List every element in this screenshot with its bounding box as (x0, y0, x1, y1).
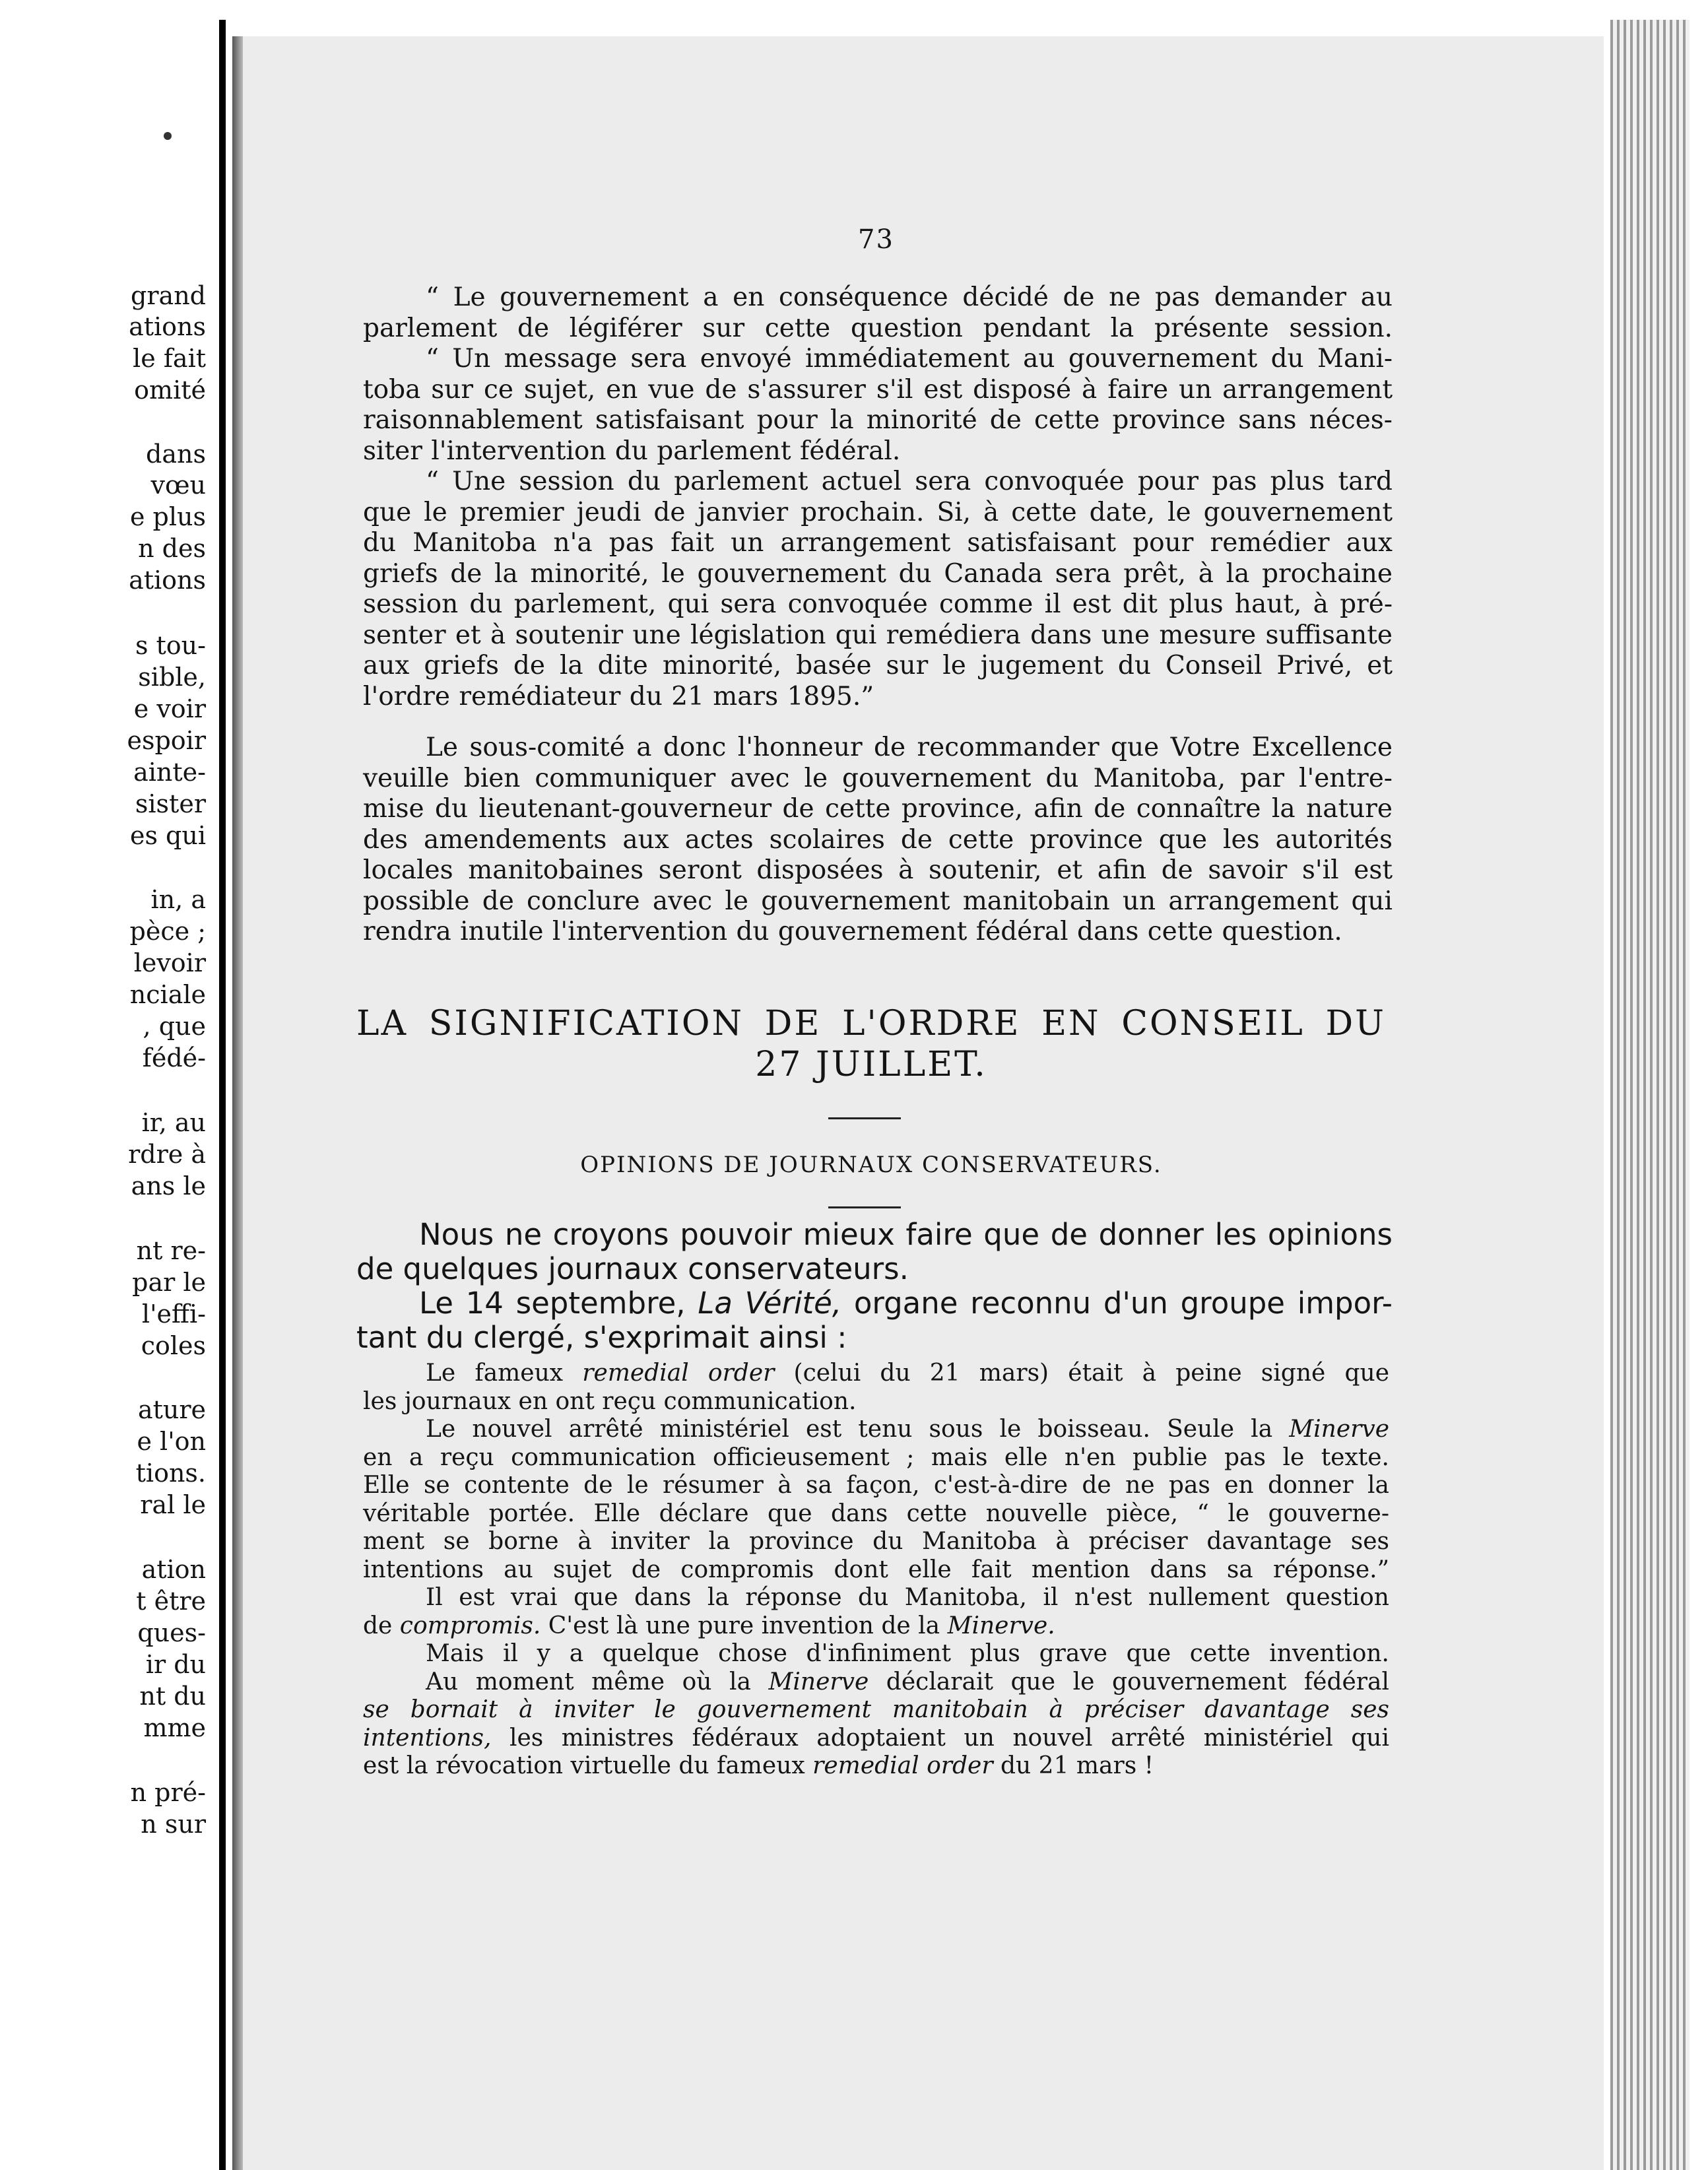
text-line: intentions au sujet de compromis dont elle fait mention dans sa réponse.” (363, 1556, 1389, 1583)
left-page-text-fragment: s tou- (135, 631, 206, 660)
text-line: rendra inutile l'intervention du gouvernement fédéral dans cette question. (363, 917, 1342, 946)
left-page-text-fragment: tions. (135, 1459, 206, 1488)
left-page-text-fragment: , que (143, 1012, 206, 1041)
text-line: aux griefs de la dite minorité, basée sur le jugement du Conseil Privé, et (363, 651, 1393, 680)
left-page-text-fragment: ir du (145, 1650, 206, 1679)
left-page-text-fragment: vœu (150, 471, 206, 500)
divider-rule (828, 1206, 901, 1208)
text-line: “ Une session du parlement actuel sera convoquée pour pas plus tard (426, 467, 1393, 496)
text-line: ment se borne à inviter la province du Manitoba à préciser davantage ses (363, 1528, 1389, 1555)
left-page-text-fragment: n des (138, 534, 206, 563)
text-line: mise du lieutenant-gouverneur de cette province, afin de connaître la nature (363, 794, 1393, 824)
left-page-text-fragment: coles (141, 1331, 206, 1360)
left-page-text-fragment: ature (137, 1395, 206, 1424)
text-line: senter et à soutenir une législation qui remédiera dans une mesure suffisante (363, 620, 1393, 650)
text-line: parlement de légiférer sur cette question pendant la présente session. (363, 313, 1393, 343)
text-line: session du parlement, qui sera convoquée comme il est dit plus haut, à pré- (363, 589, 1393, 619)
left-page-text-fragment: sible, (138, 663, 206, 692)
left-page-text-fragment: nciale (129, 980, 206, 1009)
left-page-text-fragment: levoir (133, 948, 206, 977)
page-edge-stack (1610, 20, 1690, 2170)
left-page-text-fragment: l'effi- (141, 1299, 206, 1329)
section-heading (356, 1003, 1386, 1085)
text-line: en a reçu communication officieusement ; mais elle n'en publie pas le texte. (363, 1443, 1389, 1471)
text-line: possible de conclure avec le gouvernement manitobain un arrangement qui (363, 886, 1393, 916)
text-line: “ Le gouvernement a en conséquence décidé de ne pas demander au (426, 282, 1393, 312)
text-line: est la révocation virtuelle du fameux remedial order du 21 mars ! (363, 1752, 1154, 1779)
left-page-text-fragment: pèce ; (129, 917, 206, 946)
text-line: veuille bien communiquer avec le gouvernement du Manitoba, par l'entre- (363, 763, 1393, 793)
left-page-text-fragment: espoir (127, 726, 206, 755)
left-page-text-fragment: nt re- (136, 1236, 206, 1265)
left-page-text-fragment: fédé- (142, 1043, 206, 1072)
sub-heading: OPINIONS DE JOURNAUX CONSERVATEURS. (580, 1152, 1162, 1178)
text-line: que le premier jeudi de janvier prochain. Si, à cette date, le gouvernement (363, 497, 1393, 527)
left-page-text-fragment: n sur (141, 1810, 206, 1839)
text-line: siter l'intervention du parlement fédéral. (363, 436, 901, 466)
text-line: Au moment même où la Minerve déclarait que le gouvernement fédéral (426, 1668, 1389, 1695)
recommendation-paragraph (363, 733, 1393, 948)
left-page-text-fragment: es qui (129, 821, 206, 850)
left-page-text-fragment: par le (132, 1268, 206, 1297)
left-facing-page (0, 0, 218, 2170)
page-number: 73 (858, 224, 894, 255)
text-line: Mais il y a quelque chose d'infiniment plus grave que cette invention. (426, 1640, 1389, 1667)
ink-spot (164, 132, 172, 140)
heading-line: 27 JUILLET. (755, 1045, 987, 1084)
left-page-text-fragment: omité (134, 376, 206, 405)
text-line: l'ordre remédiateur du 21 mars 1895.” (363, 681, 874, 711)
divider-rule (828, 1117, 901, 1119)
text-line: tant du clergé, s'exprimait ainsi : (356, 1320, 847, 1355)
left-page-text-fragment: ations (129, 566, 206, 595)
text-line: raisonnablement satisfaisant pour la minorité de cette province sans néces- (363, 405, 1393, 435)
text-line: Le nouvel arrêté ministériel est tenu sous le boisseau. Seule la Minerve (426, 1416, 1389, 1443)
left-page-text-fragment: sister (135, 789, 206, 818)
left-page-text-fragment: t être (136, 1587, 206, 1616)
text-line: véritable portée. Elle déclare que dans cette nouvelle pièce, “ le gouverne- (363, 1499, 1389, 1527)
text-line: de quelques journaux conservateurs. (356, 1251, 909, 1286)
text-line: Elle se contente de le résumer à sa façon, c'est-à-dire de ne pas en donner la (363, 1472, 1389, 1499)
text-line: des amendements aux actes scolaires de cette province que les autorités (363, 824, 1393, 855)
text-line: les journaux en ont reçu communication. (363, 1387, 857, 1415)
left-page-text-fragment: e plus (129, 502, 206, 531)
text-line: de compromis. C'est là une pure invention de la Minerve. (363, 1612, 1055, 1639)
left-page-text-fragment: mme (143, 1713, 206, 1742)
left-page-text-fragment: rdre à (128, 1140, 206, 1169)
left-page-text-fragment: nt du (139, 1682, 206, 1711)
left-page-text-fragment: e l'on (137, 1427, 206, 1456)
text-line: toba sur ce sujet, en vue de s'assurer s'il est disposé à faire un arrangement (363, 374, 1393, 405)
left-page-text-fragment: dans (146, 440, 206, 469)
left-page-text-fragment: grand (131, 281, 206, 310)
text-line: Le 14 septembre, La Vérité, organe reconnu d'un groupe impor- (419, 1286, 1393, 1321)
binding-gutter (219, 20, 226, 2170)
left-page-text-fragment: ations (129, 312, 206, 341)
text-line: se bornait à inviter le gouvernement manitobain à préciser davantage ses (363, 1696, 1389, 1723)
left-page-text-fragment: in, a (150, 885, 206, 914)
left-page-text-fragment: ques- (137, 1618, 206, 1647)
page-shadow (232, 36, 243, 2170)
left-page-text-fragment: ainte- (133, 758, 206, 787)
left-page-text-fragment: e voir (133, 694, 206, 723)
quoted-passage (363, 282, 1393, 712)
text-line: locales manitobaines seront disposées à soutenir, et afin de savoir s'il est (363, 855, 1393, 885)
left-page-text-fragment: le fait (133, 344, 206, 373)
text-line: griefs de la minorité, le gouvernement du Canada sera prêt, à la prochaine (363, 558, 1393, 589)
heading-line: LA SIGNIFICATION DE L'ORDRE EN CONSEIL DU (356, 1004, 1386, 1043)
left-page-text-fragment: ral le (140, 1490, 206, 1519)
text-line: du Manitoba n'a pas fait un arrangement satisfaisant pour remédier aux (363, 528, 1393, 558)
text-line: intentions, les ministres fédéraux adoptaient un nouvel arrêté ministériel qui (363, 1724, 1389, 1752)
left-page-text-fragment: n pré- (130, 1778, 206, 1807)
left-page-text-fragment: ans le (131, 1171, 206, 1200)
text-line: Le sous-comité a donc l'honneur de recommander que Votre Excellence (426, 733, 1393, 762)
newspaper-citation (363, 1360, 1389, 1781)
text-line: Il est vrai que dans la réponse du Manitoba, il n'est nullement question (426, 1584, 1389, 1611)
text-line: “ Un message sera envoyé immédiatement au gouvernement du Mani- (426, 344, 1393, 374)
left-page-text-fragment: ation (141, 1555, 206, 1584)
text-line: Nous ne croyons pouvoir mieux faire que de donner les opinions (419, 1217, 1393, 1252)
intro-paragraph (356, 1218, 1393, 1355)
left-page-text-fragment: ir, au (141, 1108, 206, 1137)
text-line: Le fameux remedial order (celui du 21 mars) était à peine signé que (426, 1360, 1389, 1387)
newspaper-title: La Vérité, (698, 1286, 842, 1321)
